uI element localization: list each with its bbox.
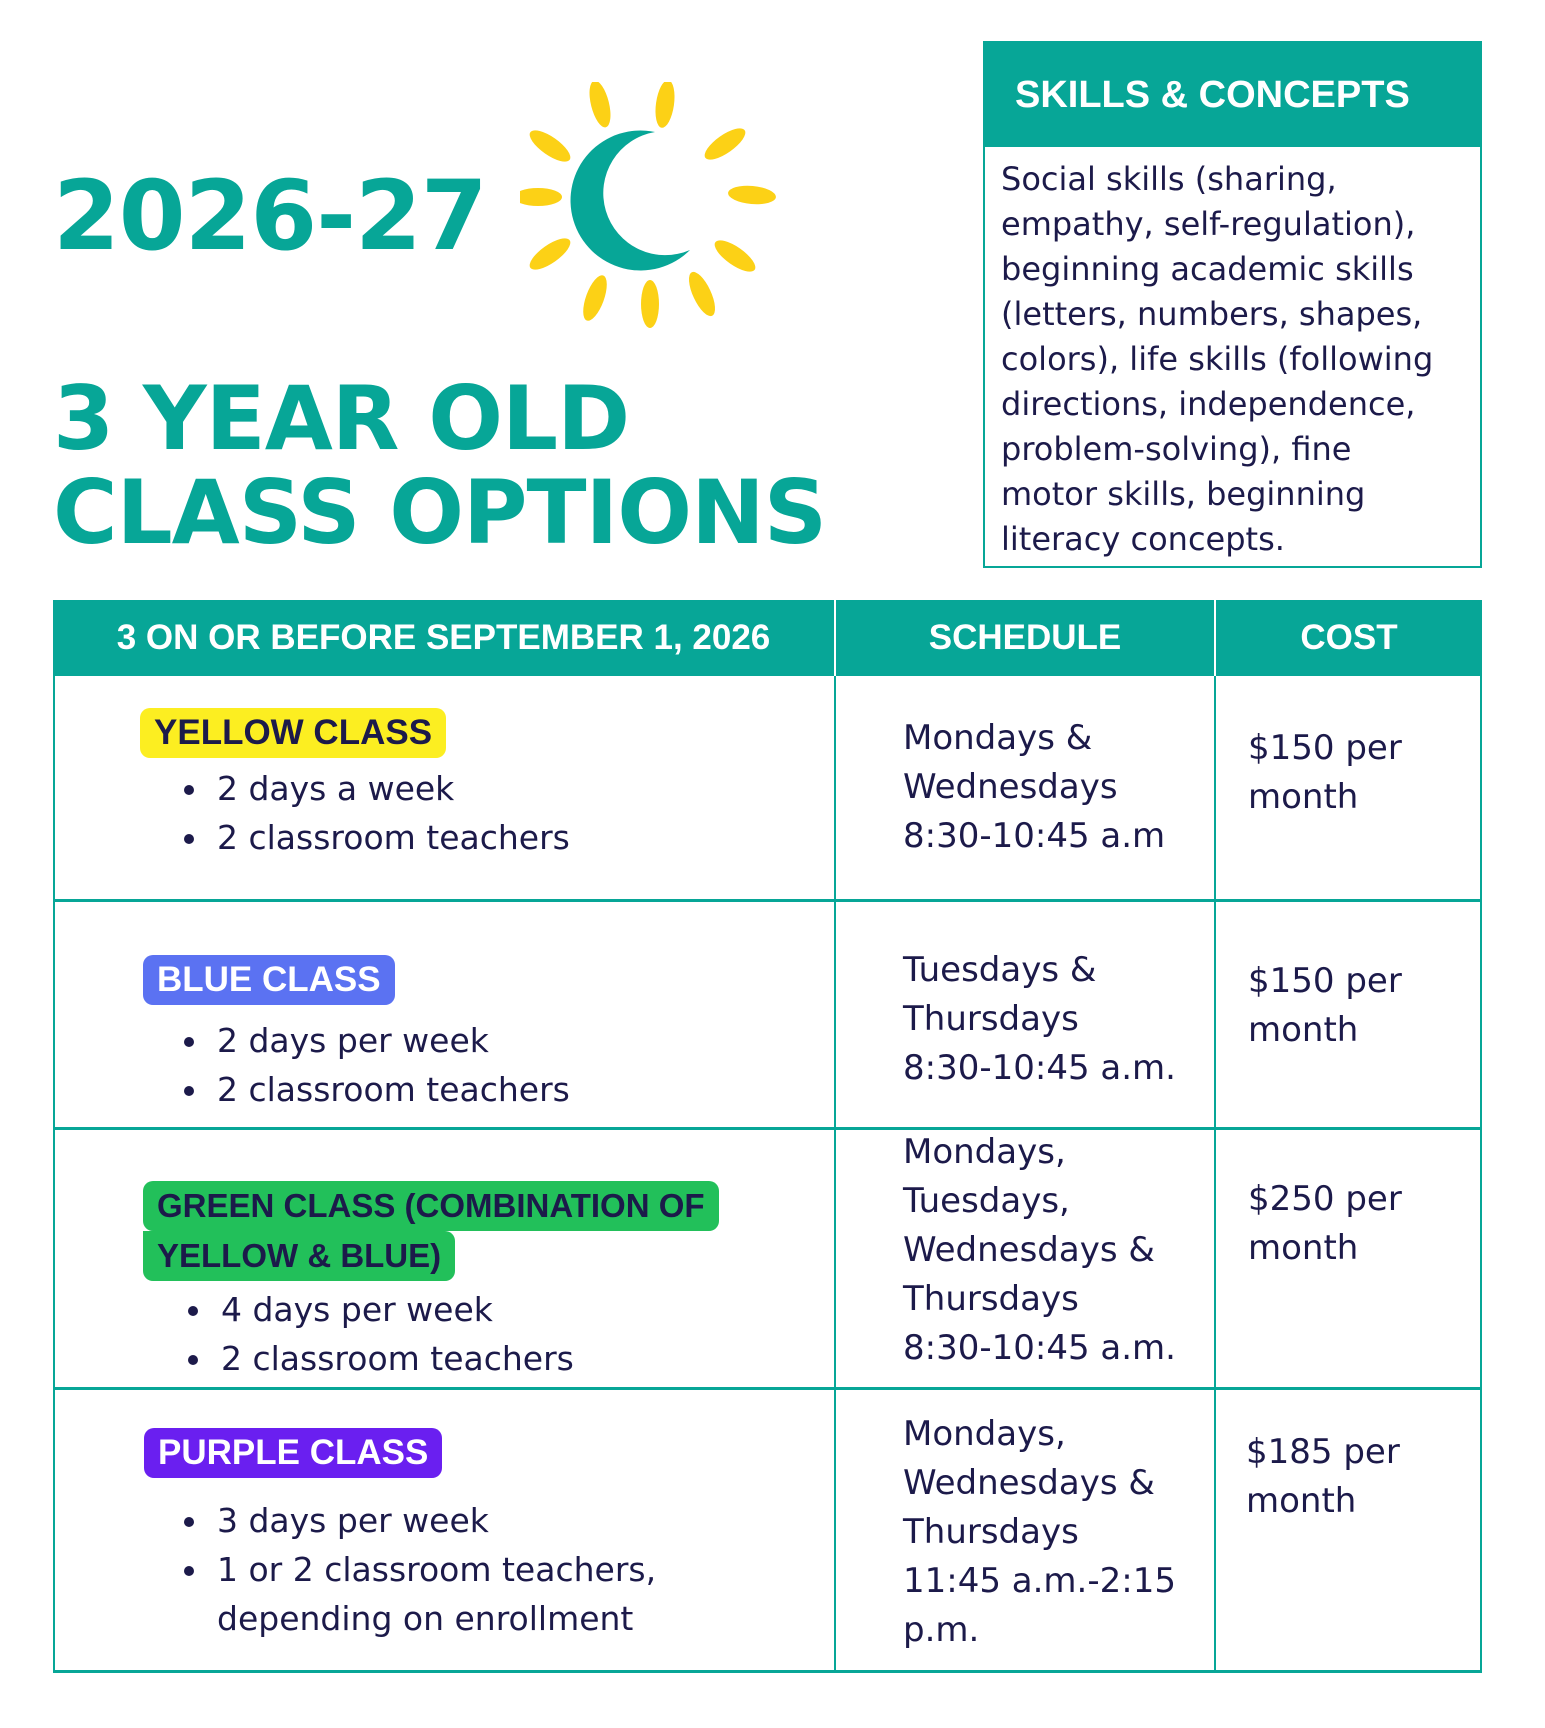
list-item: • 3 days per week (211, 1496, 731, 1545)
cost-line: month (1248, 1228, 1359, 1268)
list-item: • 1 or 2 classroom teachers, depending on enrollment (211, 1545, 731, 1643)
cost-line: $150 per (1248, 728, 1402, 768)
row-divider (53, 1127, 1482, 1130)
table-header-cost: COST (1216, 600, 1482, 676)
skills-line: motor skills, beginning (1001, 475, 1366, 513)
schedule-line: Thursdays (903, 999, 1079, 1039)
schedule-line: 8:30-10:45 a.m. (903, 1328, 1176, 1368)
schedule-line: 8:30-10:45 a.m. (903, 1048, 1176, 1088)
purple-class-cost (1246, 1428, 1400, 1526)
cost-line: month (1248, 777, 1359, 817)
schedule-line: Wednesdays (903, 767, 1118, 807)
schedule-line: 8:30-10:45 a.m (903, 816, 1166, 856)
list-item: • 2 classroom teachers (215, 1334, 574, 1383)
skills-line: colors), life skills (following (1001, 340, 1434, 378)
schedule-line: Wednesdays & (903, 1463, 1155, 1503)
blue-class-badge: BLUE CLASS (143, 955, 395, 1005)
table-header-age: 3 ON OR BEFORE SEPTEMBER 1, 2026 (53, 600, 834, 676)
list-item: • 4 days per week (215, 1285, 574, 1334)
row-divider (53, 899, 1482, 902)
schedule-line: Thursdays (903, 1512, 1079, 1552)
schedule-line: Wednesdays & (903, 1230, 1155, 1270)
row-divider (53, 1387, 1482, 1390)
skills-line: beginning academic skills (1001, 250, 1414, 288)
skills-line: problem-solving), fine (1001, 430, 1352, 468)
skills-line: Social skills (sharing, (1001, 160, 1337, 198)
table-border-bottom (53, 1670, 1482, 1673)
column-divider (834, 676, 836, 1673)
skills-line: empathy, self-regulation), (1001, 205, 1416, 243)
list-item: • 2 classroom teachers (211, 1065, 570, 1114)
green-class-badge-line-2: YELLOW & BLUE) (143, 1231, 455, 1281)
skills-heading: SKILLS & CONCEPTS (985, 43, 1480, 147)
purple-class-badge: PURPLE CLASS (144, 1428, 442, 1478)
yellow-class-features (171, 764, 570, 862)
title-line-1: 3 YEAR OLD (53, 367, 630, 470)
purple-class-schedule (903, 1410, 1176, 1655)
skills-description (985, 147, 1480, 562)
table-border-right (1480, 600, 1482, 1673)
sun-logo-icon (520, 82, 790, 332)
yellow-class-cost (1248, 724, 1402, 822)
schedule-line: Tuesdays, (903, 1181, 1070, 1221)
schedule-line: Mondays, (903, 1414, 1066, 1454)
yellow-class-badge: YELLOW CLASS (140, 708, 446, 758)
purple-class-features (171, 1496, 731, 1643)
list-item: • 2 days per week (211, 1016, 570, 1065)
cost-line: month (1248, 1010, 1359, 1050)
schedule-line: Mondays & (903, 718, 1093, 758)
yellow-class-schedule (903, 714, 1165, 861)
schedule-line: 11:45 a.m.-2:15 (903, 1561, 1176, 1601)
blue-class-features (171, 1016, 570, 1114)
schedule-line: p.m. (903, 1610, 980, 1650)
cost-line: $250 per (1248, 1179, 1402, 1219)
blue-class-schedule (903, 946, 1176, 1093)
skills-line: directions, independence, (1001, 385, 1416, 423)
cost-line: month (1246, 1481, 1357, 1521)
column-divider (1214, 676, 1216, 1673)
green-class-badge: GREEN CLASS (COMBINATION OF (143, 1181, 719, 1231)
green-class-cost (1248, 1175, 1402, 1273)
skills-concepts-box (983, 41, 1482, 568)
green-class-features (175, 1285, 574, 1383)
green-class-schedule (903, 1128, 1176, 1373)
page-title (53, 367, 827, 564)
blue-class-cost (1248, 957, 1402, 1055)
schedule-line: Mondays, (903, 1132, 1066, 1172)
title-line-2: CLASS OPTIONS (53, 461, 827, 564)
class-options-table (53, 600, 1482, 1673)
schedule-line: Thursdays (903, 1279, 1079, 1319)
list-item: • 2 days a week (211, 764, 570, 813)
year-heading: 2026-27 (53, 160, 487, 272)
list-item: • 2 classroom teachers (211, 813, 570, 862)
table-border-left (53, 600, 55, 1673)
skills-line: literacy concepts. (1001, 520, 1285, 558)
cost-line: $185 per (1246, 1432, 1400, 1472)
cost-line: $150 per (1248, 961, 1402, 1001)
schedule-line: Tuesdays & (903, 950, 1097, 990)
skills-line: (letters, numbers, shapes, (1001, 295, 1423, 333)
table-header-schedule: SCHEDULE (836, 600, 1214, 676)
